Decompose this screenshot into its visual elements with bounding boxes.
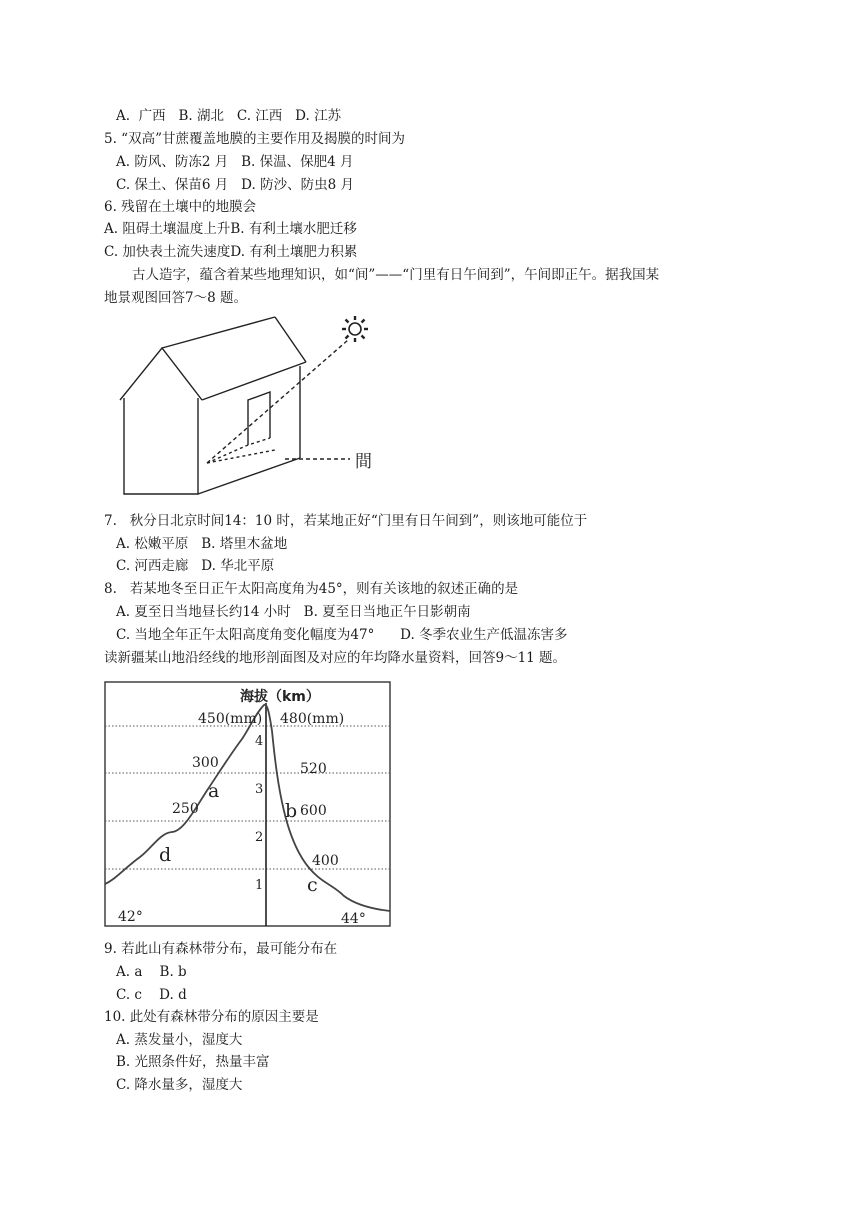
question-6: 6. 残留在土壤中的地膜会 [104, 199, 257, 215]
y-tick-2: 2 [255, 830, 264, 845]
question-9: 9. 若此山有森林带分布，最可能分布在 [104, 941, 338, 957]
y-tick-3: 3 [255, 782, 264, 797]
q10-option-c: C. 降水量多，湿度大 [116, 1077, 243, 1093]
q10-option-b: B. 光照条件好，热量丰富 [116, 1054, 270, 1070]
profile-title: 海拔（km） [240, 689, 320, 705]
slope-label-a: a [208, 780, 220, 802]
y-tick-1: 1 [255, 878, 264, 893]
q7-options-cd: C. 河西走廊 D. 华北平原 [116, 558, 275, 574]
q8-options-cd: C. 当地全年正午太阳高度角变化幅度为47° D. 冬季农业生产低温冻害多 [116, 627, 568, 643]
intro-9-11: 读新疆某山地沿经线的地形剖面图及对应的年均降水量资料，回答9～11 题。 [104, 650, 567, 666]
terrain-profile-figure [104, 681, 392, 929]
latitude-right: 44° [341, 911, 366, 927]
slope-label-b: b [285, 800, 298, 822]
question-10: 10. 此处有森林带分布的原因主要是 [104, 1009, 319, 1025]
q4-options: A. 广西 B. 湖北 C. 江西 D. 江苏 [116, 108, 342, 124]
house-front-wall [124, 398, 198, 494]
jian-character-label: 間 [355, 452, 372, 472]
precip-right-480: 480(mm) [280, 711, 345, 727]
house-sun-figure [110, 312, 380, 502]
question-5: 5. “双高”甘蔗覆盖地膜的主要作用及揭膜的时间为 [104, 131, 405, 147]
q10-option-a: A. 蒸发量小，湿度大 [116, 1032, 243, 1048]
q8-options-ab: A. 夏至日当地昼长约14 小时 B. 夏至日当地正午日影朝南 [116, 604, 471, 620]
intro-7-8-line1: 古人造字，蕴含着某些地理知识，如“间”——“门里有日午间到”，午间即正午。据我国某 [132, 267, 660, 283]
q9-options-ab: A. a B. b [116, 964, 187, 980]
q5-options-ab: A. 防风、防冻2 月 B. 保温、保肥4 月 [116, 154, 354, 170]
house-front-gable [120, 348, 202, 400]
question-8: 8. 若某地冬至日正午太阳高度角为45°，则有关该地的叙述正确的是 [104, 581, 519, 597]
q5-options-cd: C. 保土、保苗6 月 D. 防沙、防虫8 月 [116, 177, 354, 193]
sun-icon [342, 316, 368, 342]
q9-options-cd: C. c D. d [116, 987, 187, 1003]
y-tick-4: 4 [255, 734, 264, 749]
precip-left-300: 300 [192, 755, 219, 771]
question-7: 7. 秋分日北京时间14：10 时，若某地正好“门里有日午间到”，则该地可能位于 [104, 513, 588, 529]
precip-left-450: 450(mm) [198, 711, 263, 727]
q6-options-ab: A. 阻碍土壤温度上升B. 有利土壤水肥迁移 [104, 221, 357, 237]
intro-7-8-line2: 地景观图回答7～8 题。 [104, 290, 247, 306]
precip-right-400: 400 [312, 853, 339, 869]
q7-options-ab: A. 松嫩平原 B. 塔里木盆地 [116, 536, 288, 552]
latitude-left: 42° [118, 909, 143, 925]
q6-options-cd: C. 加快表土流失速度D. 有利土壤肥力积累 [104, 244, 358, 260]
slope-label-c: c [307, 874, 318, 896]
house-door [248, 392, 270, 445]
slope-label-d: d [159, 844, 172, 866]
precip-right-520: 520 [300, 761, 327, 777]
sun-ray [207, 340, 348, 463]
precip-right-600: 600 [300, 803, 327, 819]
precip-left-250: 250 [172, 801, 199, 817]
